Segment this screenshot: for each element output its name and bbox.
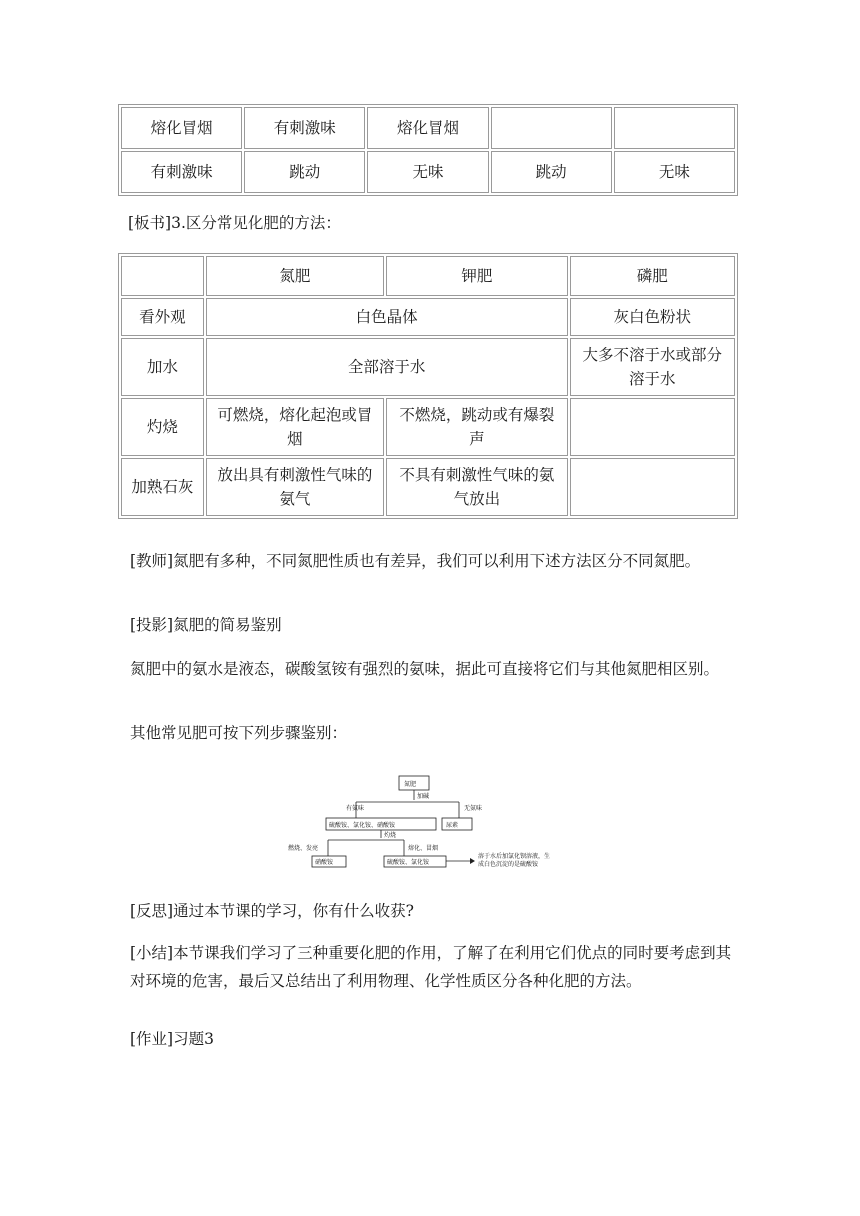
node-label: 氮肥 (404, 781, 417, 788)
table-cell: 可燃烧，熔化起泡或冒烟 (206, 398, 384, 456)
table-cell: 大多不溶于水或部分溶于水 (570, 338, 735, 396)
table-cell: 无味 (614, 151, 735, 193)
table-cell: 灰白色粉状 (570, 298, 735, 336)
table-cell: 有刺激味 (121, 151, 242, 193)
edge-label: 无氨味 (464, 805, 483, 812)
table-cell: 跳动 (491, 151, 612, 193)
table-row (121, 458, 735, 516)
table-cell: 跳动 (244, 151, 365, 193)
arrow-head-icon (470, 858, 475, 864)
table-row (121, 256, 735, 296)
node-label: 尿素 (446, 822, 459, 829)
table-cell: 白色晶体 (206, 298, 568, 336)
table-cell: 不具有刺激性气味的氨气放出 (386, 458, 567, 516)
edge-label: 有氨味 (346, 805, 365, 812)
other-fertilizers-paragraph: 其他常见肥可按下列步骤鉴别： (130, 724, 348, 742)
table-cell: 熔化冒烟 (367, 107, 488, 149)
summary-paragraph: [小结]本节课我们学习了三种重要化肥的作用，了解了在利用它们优点的同时要考虑到其对环境的危害，最后又总结出了利用物理、化学性质区分各种化肥的方法。 (130, 944, 732, 990)
table-cell: 放出具有刺激性气味的氨气 (206, 458, 384, 516)
ammonia-paragraph: 氮肥中的氨水是液态，碳酸氢铵有强烈的氨味，据此可直接将它们与其他氮肥相区别。 (130, 660, 720, 678)
table-row (121, 107, 735, 149)
table-cell: 全部溶于水 (206, 338, 568, 396)
table-row (121, 298, 735, 336)
table-row (121, 338, 735, 396)
node-label: 硫酸铵、氯化铵 (387, 859, 430, 866)
node-label: 硝酸铵 (315, 859, 334, 866)
row-label: 加熟石灰 (121, 458, 204, 516)
homework-paragraph: [作业]习题3 (130, 1030, 214, 1048)
header-potassium: 钾肥 (386, 256, 567, 296)
table-cell: 不燃烧，跳动或有爆裂声 (386, 398, 567, 456)
table-cell: 有刺激味 (244, 107, 365, 149)
table-cell (491, 107, 612, 149)
row-label: 看外观 (121, 298, 204, 336)
table-cell (614, 107, 735, 149)
edge-label: 灼烧 (384, 832, 397, 839)
table-cell (570, 458, 735, 516)
edge-label: 燃烧、发亮 (288, 845, 319, 852)
header-phosphorus: 磷肥 (570, 256, 735, 296)
projection-paragraph: [投影]氮肥的简易鉴别 (130, 616, 282, 634)
header-nitrogen: 氮肥 (206, 256, 384, 296)
note-text: 成白色沉淀的是硫酸铵 (478, 861, 539, 868)
table-cell: 熔化冒烟 (121, 107, 242, 149)
node-label: 硫酸铵、氯化铵、硝酸铵 (329, 822, 396, 829)
row-label: 加水 (121, 338, 204, 396)
row-label: 灼烧 (121, 398, 204, 456)
teacher-paragraph: [教师]氮肥有多种，不同氮肥性质也有差异，我们可以利用下述方法区分不同氮肥。 (130, 552, 701, 570)
table-cell: 无味 (367, 151, 488, 193)
table-row (121, 398, 735, 456)
edge-label: 熔化、冒烟 (408, 845, 439, 852)
edge-label: 加碱 (417, 793, 430, 800)
fertilizer-method-table (118, 253, 738, 519)
board-heading: [板书]3.区分常见化肥的方法： (128, 214, 341, 232)
nitrogen-identification-flowchart (284, 772, 574, 868)
properties-table (118, 104, 738, 196)
table-cell (570, 398, 735, 456)
table-row (121, 151, 735, 193)
reflection-paragraph: [反思]通过本节课的学习，你有什么收获? (130, 902, 414, 920)
note-text: 溶于水后加氯化钡溶液，生 (478, 853, 551, 860)
table-cell (121, 256, 204, 296)
